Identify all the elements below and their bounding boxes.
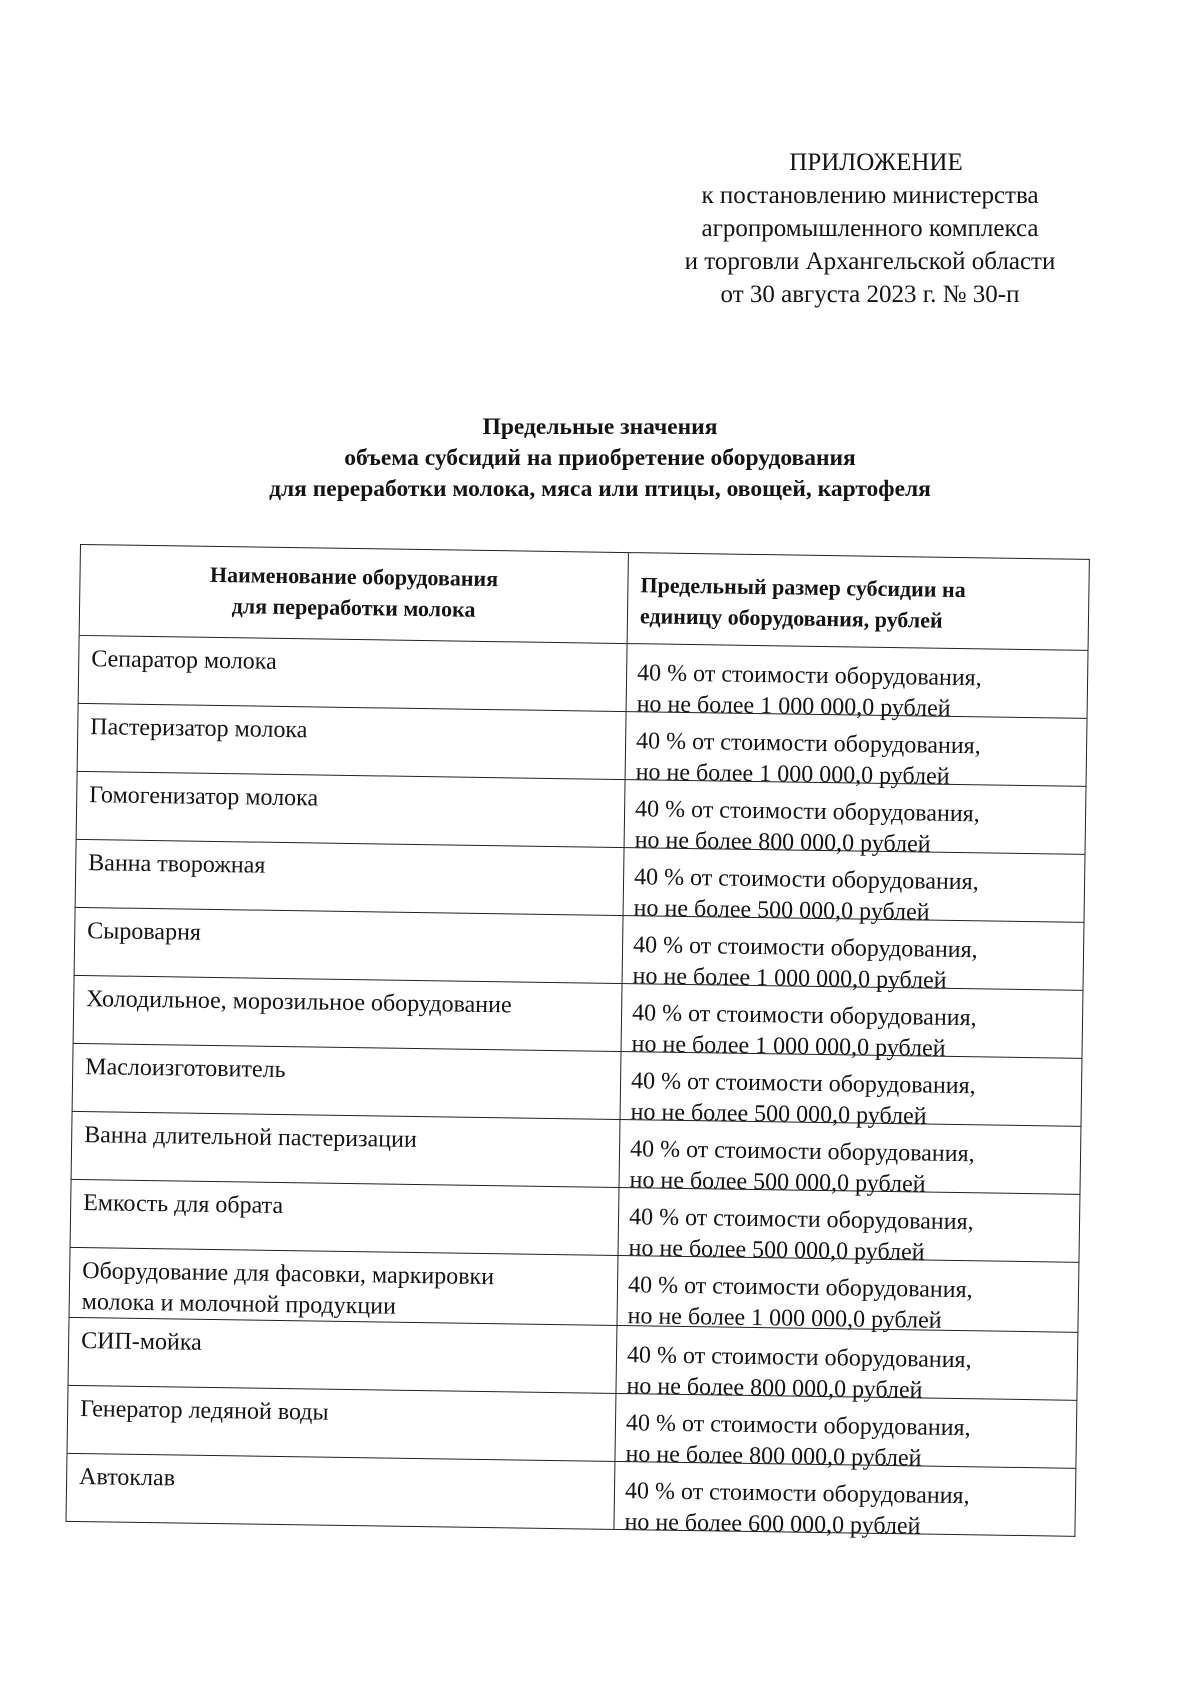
subsidy-limit-cell (621, 1052, 1082, 1130)
subsidy-limit-text: 40 % от стоимости оборудования, (624, 1478, 970, 1510)
subsidy-limit-text: но не более 1 000 000,0 рублей (631, 1031, 946, 1062)
title-line: для переработки молока, мяса или птицы, овощей, картофеля (269, 476, 931, 502)
equipment-name-cell (72, 1112, 621, 1187)
title-line: объема субсидий на приобретение оборудования (344, 445, 856, 471)
subsidy-limit-cell (627, 644, 1088, 722)
header-equipment-name (80, 545, 629, 643)
equipment-name: Автоклав (78, 1464, 176, 1492)
equipment-name: Пастеризатор молока (90, 714, 308, 744)
subsidy-limit-text: 40 % от стоимости оборудования, (635, 728, 981, 760)
subsidy-limit-text: но не более 500 000,0 рублей (630, 1099, 927, 1130)
equipment-name: Генератор ледяной воды (79, 1396, 329, 1426)
equipment-name-cell (74, 976, 623, 1051)
subsidy-limit-text: но не более 1 000 000,0 рублей (632, 963, 947, 994)
subsidy-limit-text: 40 % от стоимости оборудования, (636, 660, 982, 692)
equipment-name: Маслоизготовитель (85, 1054, 286, 1084)
header-text: Наименование оборудования (209, 561, 499, 592)
subsidy-limit-text: 40 % от стоимости оборудования, (633, 864, 979, 896)
subsidy-limit-text: 40 % от стоимости оборудования, (629, 1136, 975, 1168)
subsidy-limit-text: но не более 800 000,0 рублей (634, 827, 931, 858)
equipment-name: Сыроварня (87, 918, 202, 946)
subsidy-limit-text: 40 % от стоимости оборудования, (628, 1204, 974, 1236)
subsidy-limit-text: 40 % от стоимости оборудования, (627, 1272, 973, 1304)
subsidy-limit-text: но не более 1 000 000,0 рублей (636, 691, 951, 722)
appendix-line: и торговли Архангельской области (684, 248, 1056, 275)
equipment-name-cell (70, 1248, 619, 1325)
subsidy-limit-text: но не более 1 000 000,0 рублей (627, 1303, 942, 1334)
subsidy-limit-text: 40 % от стоимости оборудования, (625, 1410, 971, 1442)
equipment-name-cell (69, 1318, 618, 1393)
subsidy-table (65, 544, 1089, 1540)
subsidy-limit-text: но не более 500 000,0 рублей (629, 1167, 926, 1198)
subsidy-limit-cell (619, 1188, 1080, 1266)
header-text: для переработки молока (231, 593, 476, 622)
subsidy-limit-text: 40 % от стоимости оборудования, (631, 1000, 977, 1032)
document-title (180, 412, 1020, 505)
equipment-name: Ванна длительной пастеризации (84, 1122, 417, 1154)
appendix-line: к постановлению министерства (701, 182, 1039, 209)
subsidy-limit-text: но не более 1 000 000,0 рублей (635, 759, 950, 790)
equipment-name: Гомогенизатор молока (89, 782, 319, 812)
header-text: Предельный размер субсидии на (640, 572, 966, 603)
equipment-name: Оборудование для фасовки, маркировки (82, 1258, 495, 1291)
equipment-name-cell (68, 1386, 617, 1461)
appendix-title: ПРИЛОЖЕНИЕ (789, 149, 963, 176)
appendix-block (640, 146, 1100, 311)
subsidy-limit-cell (623, 916, 1084, 994)
subsidy-limit-text: 40 % от стоимости оборудования, (634, 796, 980, 828)
subsidy-limit-text: 40 % от стоимости оборудования, (626, 1342, 972, 1374)
equipment-name-cell (67, 1454, 616, 1529)
subsidy-limit-text: но не более 500 000,0 рублей (628, 1235, 925, 1266)
subsidy-limit-text: 40 % от стоимости оборудования, (630, 1068, 976, 1100)
equipment-name-cell (73, 1044, 622, 1119)
equipment-name-cell (79, 636, 628, 711)
equipment-name: СИП-мойка (80, 1328, 203, 1356)
equipment-name-cell (75, 908, 624, 983)
equipment-name-cell (71, 1180, 620, 1255)
header-subsidy-limit (628, 553, 1089, 650)
subsidy-limit-text: но не более 800 000,0 рублей (626, 1373, 923, 1404)
subsidy-limit-cell (615, 1394, 1076, 1472)
equipment-name-cell (76, 840, 625, 915)
subsidy-limit-cell (626, 712, 1087, 790)
subsidy-limit-text: но не более 600 000,0 рублей (624, 1509, 921, 1540)
subsidy-limit-cell (620, 1120, 1081, 1198)
table-header-row (79, 544, 1090, 651)
subsidy-limit-cell (616, 1326, 1077, 1404)
table-row (65, 1454, 1076, 1540)
equipment-name: молока и молочной продукции (81, 1289, 397, 1320)
appendix-line: агропромышленного комплекса (701, 215, 1039, 242)
equipment-name: Емкость для обрата (83, 1190, 284, 1220)
subsidy-limit-text: но не более 500 000,0 рублей (633, 895, 930, 926)
subsidy-limit-cell (614, 1462, 1075, 1540)
equipment-name: Ванна творожная (88, 850, 266, 879)
table-body (65, 636, 1088, 1540)
header-text: единицу оборудования, рублей (639, 603, 943, 633)
subsidy-limit-cell (617, 1256, 1078, 1332)
equipment-name: Холодильное, морозильное оборудование (86, 986, 512, 1019)
appendix-line: от 30 августа 2023 г. № 30-п (720, 281, 1020, 308)
subsidy-limit-text: 40 % от стоимости оборудования, (632, 932, 978, 964)
subsidy-limit-cell (622, 984, 1083, 1062)
subsidy-limit-cell (624, 848, 1085, 926)
title-line: Предельные значения (482, 414, 718, 440)
equipment-name-cell (78, 704, 627, 779)
equipment-name-cell (77, 772, 626, 847)
subsidy-limit-cell (625, 780, 1086, 858)
subsidy-limit-text: но не более 800 000,0 рублей (625, 1441, 922, 1472)
equipment-name: Сепаратор молока (91, 646, 277, 675)
